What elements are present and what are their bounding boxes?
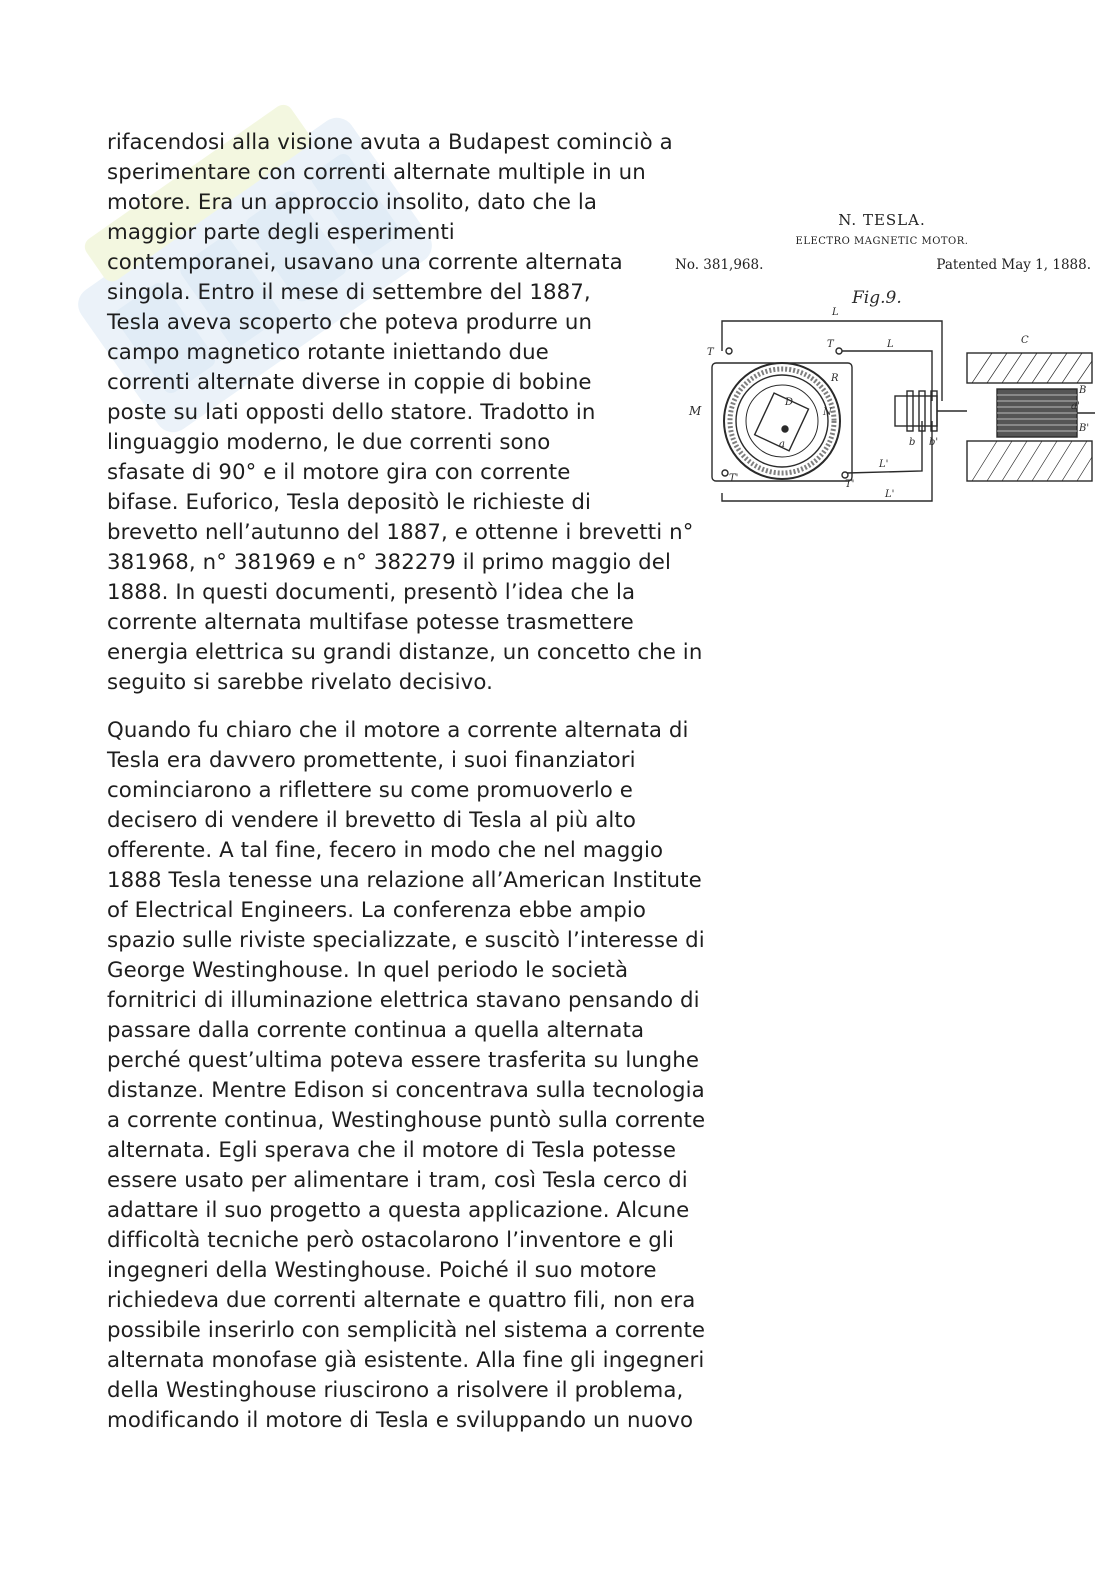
paragraph-2	[107, 716, 747, 1436]
text-line: campo magnetico rotante iniettando due	[107, 340, 549, 365]
text-line: alternata. Egli sperava che il motore di Tesla potesse	[107, 1138, 677, 1163]
label-R: R	[831, 373, 839, 384]
label-a-prime: a'	[1071, 401, 1080, 412]
text-line: perché quest’ultima poteva essere trasferita su lunghe	[107, 1048, 700, 1073]
text-line: passare dalla corrente continua a quella alternata	[107, 1018, 645, 1043]
fig-label: Fig.9.	[852, 288, 902, 308]
label-D: D	[785, 397, 794, 408]
text-line: essere usato per alimentare i tram, così Tesla cerco di	[107, 1168, 688, 1193]
patent-inventor: N. TESLA.	[838, 211, 926, 229]
text-line: adattare il suo progetto a questa applicazione. Alcune	[107, 1198, 690, 1223]
label-C: C	[1021, 335, 1029, 346]
label-L-mid: L	[887, 339, 894, 350]
patent-title: ELECTRO MAGNETIC MOTOR.	[795, 236, 969, 247]
text-line: Tesla aveva scoperto che poteva produrre un	[107, 310, 593, 335]
text-line: distanze. Mentre Edison si concentrava sulla tecnologia	[107, 1078, 705, 1103]
text-line: bifase. Euforico, Tesla depositò le richieste di	[107, 490, 592, 515]
text-line: decisero di vendere il brevetto di Tesla al più alto	[107, 808, 636, 833]
text-line: 381968, n° 381969 e n° 382279 il primo maggio del	[107, 550, 672, 575]
text-line: brevetto nell’autunno del 1887, e ottenne i brevetti n°	[107, 520, 694, 545]
text-line: 1888 Tesla tenesse una relazione all’American Institute	[107, 868, 702, 893]
text-line: Tesla era davvero promettente, i suoi finanziatori	[107, 748, 636, 773]
text-line: modificando il motore di Tesla e sviluppando un nuovo	[107, 1408, 694, 1433]
text-line: fornitrici di illuminazione elettrica stavano pensando di	[107, 988, 700, 1013]
text-line: Quando fu chiaro che il motore a corrente alternata di	[107, 718, 689, 743]
label-M: M	[689, 404, 702, 418]
patent-number: No. 381,968.	[675, 257, 764, 273]
text-line: motore. Era un approccio insolito, dato che la	[107, 190, 598, 215]
label-B-prime: B'	[1079, 423, 1090, 434]
text-line: spazio sulle riviste specializzate, e suscitò l’interesse di	[107, 928, 705, 953]
text-line: energia elettrica su grandi distanze, un concetto che in	[107, 640, 703, 665]
text-line: linguaggio moderno, le due correnti sono	[107, 430, 551, 455]
text-line: corrente alternata multifase potesse trasmettere	[107, 610, 634, 635]
label-a: a	[779, 439, 785, 450]
label-b: b	[909, 437, 916, 448]
text-line: 1888. In questi documenti, presentò l’idea che la	[107, 580, 636, 605]
text-line: possibile inserirlo con semplicità nel sistema a corrente	[107, 1318, 706, 1343]
text-line: sfasate di 90° e il motore gira con corrente	[107, 460, 571, 485]
label-L-prime-mid: L'	[879, 459, 889, 470]
paragraph-1	[107, 128, 747, 698]
label-L-top: L	[832, 307, 839, 318]
text-line: sperimentare con correnti alternate multiple in un	[107, 160, 646, 185]
text-line: rifacendosi alla visione avuta a Budapest cominciò a	[107, 130, 673, 155]
label-B: B	[1079, 385, 1087, 396]
label-N: N	[823, 407, 832, 418]
label-T-right: T	[827, 339, 834, 350]
label-b-prime: b'	[929, 437, 939, 448]
label-T-prime-right: T'	[845, 479, 855, 490]
text-line: singola. Entro il mese di settembre del 1887,	[107, 280, 591, 305]
text-line: correnti alternate diverse in coppie di bobine	[107, 370, 592, 395]
text-line: ingegneri della Westinghouse. Poiché il suo motore	[107, 1258, 657, 1283]
text-line: richiedeva due correnti alternate e quattro fili, non era	[107, 1288, 696, 1313]
text-line: a corrente continua, Westinghouse puntò sulla corrente	[107, 1108, 706, 1133]
label-T-prime-left: T'	[729, 473, 739, 484]
text-line: cominciarono a riflettere su come promuoverlo e	[107, 778, 633, 803]
text-line: alternata monofase già esistente. Alla fine gli ingegneri	[107, 1348, 705, 1373]
text-line: of Electrical Engineers. La conferenza ebbe ampio	[107, 898, 647, 923]
text-line: George Westinghouse. In quel periodo le società	[107, 958, 629, 983]
text-line: maggior parte degli esperimenti	[107, 220, 455, 245]
body-text	[107, 128, 747, 1436]
text-line: offerente. A tal fine, fecero in modo che nel maggio	[107, 838, 664, 863]
text-line: poste su lati opposti dello statore. Tradotto in	[107, 400, 596, 425]
text-line: seguito si sarebbe rivelato decisivo.	[107, 670, 493, 695]
label-L-prime-bottom: L'	[885, 489, 895, 500]
text-line: difficoltà tecniche però ostacolarono l’inventore e gli	[107, 1228, 674, 1253]
patent-date: Patented May 1, 1888.	[936, 257, 1091, 273]
text-line: della Westinghouse riuscirono a risolvere il problema,	[107, 1378, 684, 1403]
label-T-left: T	[707, 347, 714, 358]
text-line: contemporanei, usavano una corrente alternata	[107, 250, 623, 275]
